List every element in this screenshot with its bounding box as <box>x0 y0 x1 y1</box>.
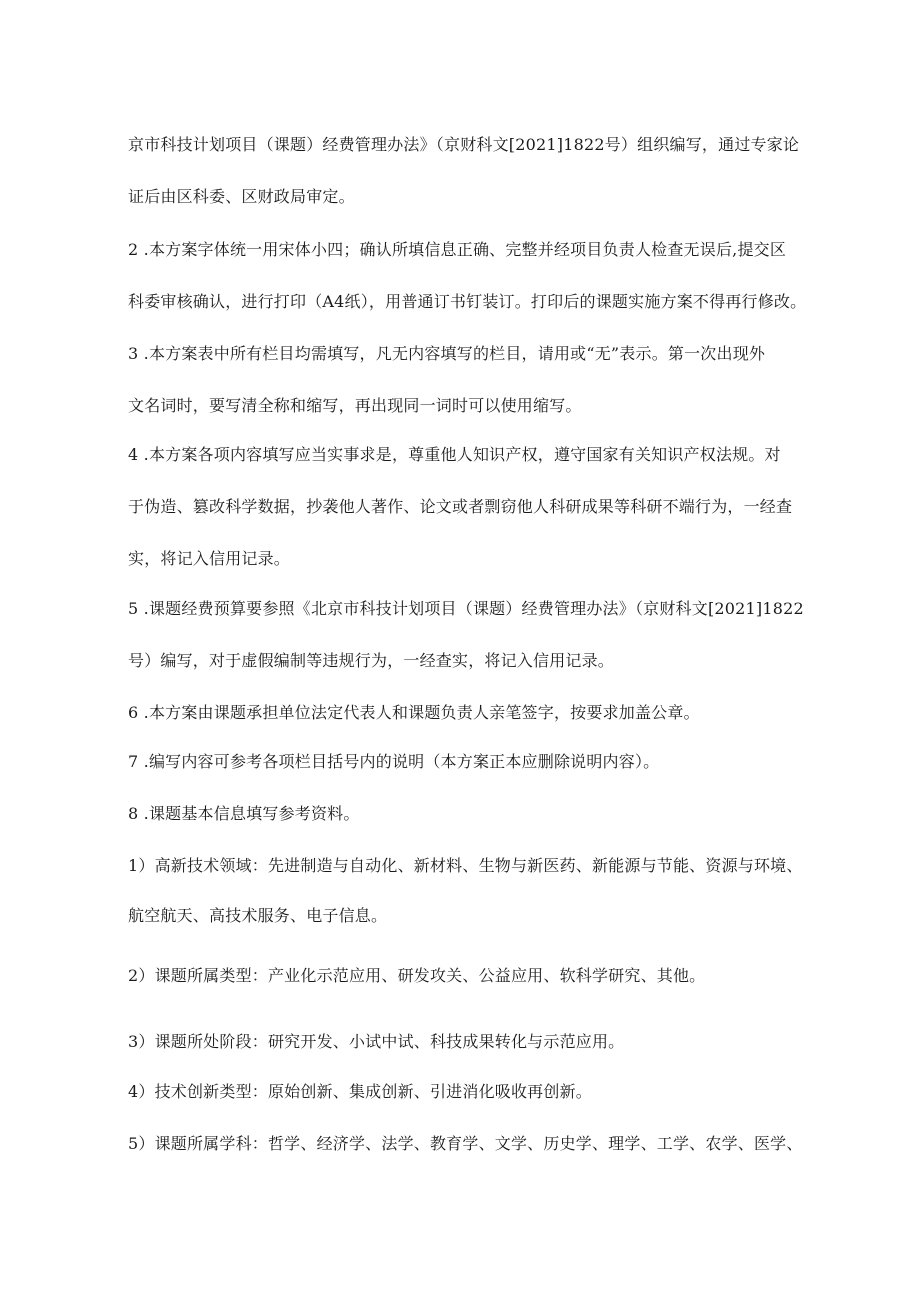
text-line-13: 7 .编写内容可参考各项栏目括号内的说明（本方案正本应删除说明内容）。 <box>128 752 660 771</box>
text-line-19: 4）技术创新类型：原始创新、集成创新、引进消化吸收再创新。 <box>128 1082 592 1101</box>
text-line-5: 3 .本方案表中所有栏目均需填写，凡无内容填写的栏目，请用或“无”表示。第一次出现外 <box>128 344 766 363</box>
text-line-6: 文名词时，要写清全称和缩写，再出现同一词时可以使用缩写。 <box>128 396 582 415</box>
text-line-7: 4 .本方案各项内容填写应当实事求是，尊重他人知识产权，遵守国家有关知识产权法规。对 <box>128 445 781 464</box>
text-line-3: 2 .本方案字体统一用宋体小四；确认所填信息正确、完整并经项目负责人检查无误后,提交区 <box>128 240 787 259</box>
text-line-17: 2）课题所属类型：产业化示范应用、研发攻关、公益应用、软科学研究、其他。 <box>128 966 706 985</box>
text-line-15: 1）高新技术领域：先进制造与自动化、新材料、生物与新医药、新能源与节能、资源与环境、 <box>128 856 803 875</box>
text-line-2: 证后由区科委、区财政局审定。 <box>128 187 355 206</box>
text-line-12: 6 .本方案由课题承担单位法定代表人和课题负责人亲笔签字，按要求加盖公章。 <box>128 703 700 722</box>
text-line-10: 5 .课题经费预算要参照《北京市科技计划项目（课题）经费管理办法》（京财科文[2021]1822 <box>128 599 804 618</box>
text-line-9: 实，将记入信用记录。 <box>128 549 291 568</box>
text-line-16: 航空航天、高技术服务、电子信息。 <box>128 906 388 925</box>
text-line-8: 于伪造、篡改科学数据，抄袭他人著作、论文或者剽窃他人科研成果等科研不端行为，一经查 <box>128 497 793 516</box>
text-line-4: 科委审核确认，进行打印（A4纸），用普通订书钉装订。打印后的课题实施方案不得再行修改。 <box>128 292 807 311</box>
text-line-1: 京市科技计划项目（课题）经费管理办法》（京财科文[2021]1822号）组织编写，通过专家论 <box>128 135 800 154</box>
text-line-14: 8 .课题基本信息填写参考资料。 <box>128 804 360 823</box>
text-line-11: 号）编写，对于虚假编制等违规行为，一经查实，将记入信用记录。 <box>128 651 615 670</box>
text-line-20: 5）课题所属学科：哲学、经济学、法学、教育学、文学、历史学、理学、工学、农学、医学、 <box>128 1134 803 1153</box>
text-line-18: 3）课题所处阶段：研究开发、小试中试、科技成果转化与示范应用。 <box>128 1032 625 1051</box>
